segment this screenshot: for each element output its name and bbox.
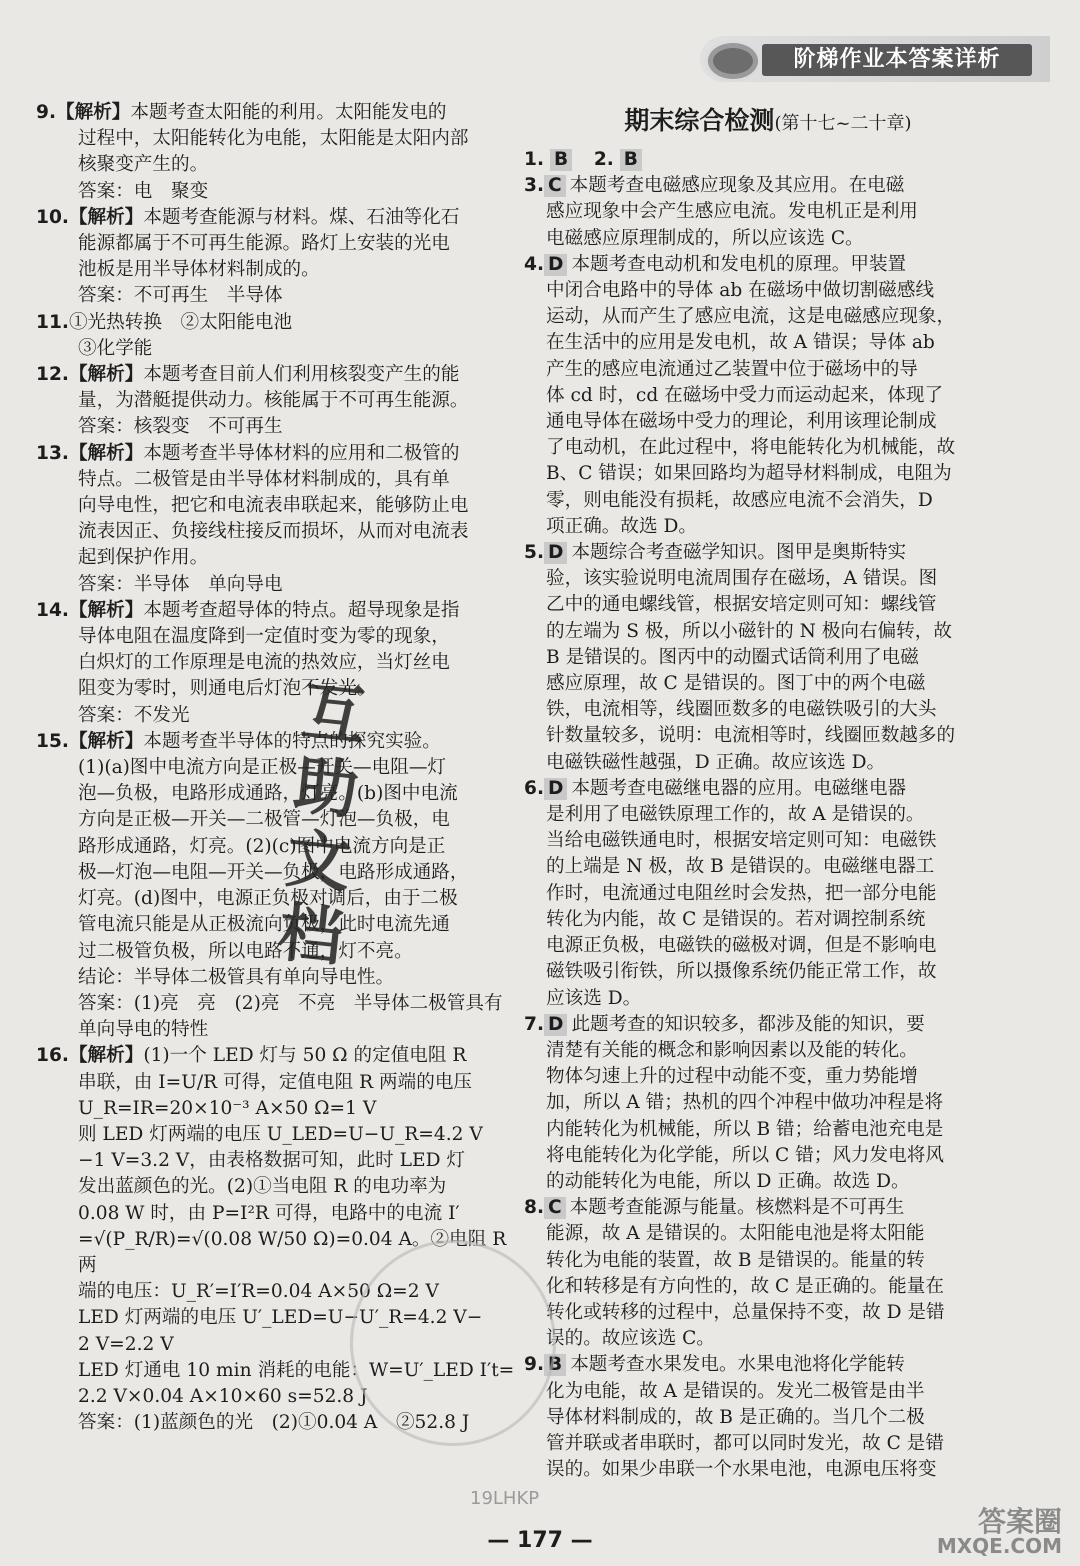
answer-choice: C [544,175,566,197]
solution-line [524,776,1012,802]
solution-line [524,907,1012,933]
solution-line [524,566,1012,592]
solution-text: 清楚有关能的概念和影响因素以及能的转化。 [546,1039,918,1061]
solution-text: 阻变为零时，则通电后灯泡不发光。 [78,678,376,700]
question-number: 9. [524,1354,545,1376]
solution-item [36,598,520,729]
solution-line [36,126,520,152]
answer-line: 答案：不发光 [78,704,190,726]
solution-line [524,1326,1012,1352]
solution-text: 了电动机，在此过程中，将电能转化为机械能，故 [546,437,956,459]
solution-text: 核聚变产生的。 [78,154,209,176]
answer-line: 答案：核裂变 不可再生 [78,416,283,438]
solution-line [36,624,520,650]
solution-item [524,1352,1012,1483]
solution-text: 的左端为 S 极，所以小磁针的 N 极向右偏转，故 [546,620,952,642]
solution-item [524,776,1012,1012]
solution-line [524,619,1012,645]
solution-line [524,1300,1012,1326]
answer-line: 答案：(1)蓝颜色的光 (2)①0.04 A ②52.8 J [78,1412,470,1434]
solution-line [524,1038,1012,1064]
solution-line [36,362,520,388]
page-number: — 177 — [487,1528,593,1553]
right-items [524,173,1012,1483]
solution-line [36,598,520,624]
solution-item [524,173,1012,252]
solution-line [524,304,1012,330]
answer-line: 答案：(1)亮 亮 (2)亮 不亮 半导体二极管具有单向导电的特性 [78,992,503,1041]
analysis-tag: 【解析】 [68,442,144,464]
solution-text: 本题考查电磁感应现象及其应用。在电磁 [569,175,905,197]
solution-text: 极—灯泡—电阻—开关—负极，电路形成通路， [78,861,469,883]
solution-line [524,854,1012,880]
solution-text: 转化或转移的过程中，总量保持不变，故 D 是错 [546,1301,945,1323]
solution-line [36,755,520,781]
solution-line [524,645,1012,671]
solution-line [524,1405,1012,1431]
solution-item [36,205,520,310]
solution-line [36,807,520,833]
left-column [36,100,520,1436]
analysis-tag: 【解析】 [56,102,131,123]
solution-text: 导体电阻在温度降到一定值时变为零的现象， [78,626,450,648]
solution-text: 本题考查太阳能的利用。太阳能发电的 [130,102,447,123]
solution-text: 路形成通路，灯亮。(2)(c)图中电流方向是正 [78,835,446,857]
answer-choice: B [620,149,642,171]
solution-line [36,545,520,571]
handwriting-overlay: 互 助 文 档 [274,674,370,977]
solution-text: 特点。二极管是由半导体材料制成的，具有单 [78,468,450,490]
solution-text: 零，则电能没有损耗，故感应电流不会消失，D [546,489,933,511]
solution-text: 量，为潜艇提供动力。核能属于不可再生能源。 [78,390,469,412]
solution-item [524,1012,1012,1195]
solution-item [36,362,520,441]
solution-line [524,357,1012,383]
solution-text: 泡—负极，电路形成通路，灯亮。(b)图中电流 [78,783,458,805]
solution-line [36,441,520,467]
solution-text: 的动能转化为电能，所以 D 正确。故选 D。 [546,1170,910,1192]
solution-item [36,310,520,362]
question-number: 12. [36,364,69,386]
solution-text: 通电导体在磁场中受力的理论，利用该理论制成 [546,411,937,433]
solution-line [524,1090,1012,1116]
solution-text: 管电流只能是从正极流向负极，此时电流先通 [78,914,450,936]
solution-text: LED 灯两端的电压 U′_LED=U−U′_R=4.2 V− [78,1307,483,1329]
solution-line [36,205,520,231]
analysis-tag: 【解析】 [68,206,144,228]
solution-line [524,671,1012,697]
solution-text: ③化学能 [78,337,153,359]
solution-line [524,252,1012,278]
answer-line: 答案：不可再生 半导体 [78,285,283,307]
corner-watermark-url: MXQE.COM [936,1534,1062,1558]
solution-text: U_R=IR=20×10⁻³ A×50 Ω=1 V [78,1097,377,1119]
solution-text: 2.2 V×0.04 A×10×60 s=52.8 J [78,1385,368,1407]
solution-text: 白炽灯的工作原理是电流的热效应，当灯丝电 [78,652,450,674]
solution-line [36,834,520,860]
solution-text: 管并联或者串联时，都可以同时发光，故 C 是错 [546,1432,944,1454]
solution-text: 方向是正极—开关—二极管—灯泡—负极，电 [78,809,450,831]
solution-line [524,278,1012,304]
solution-text: 的上端是 N 极，故 B 是错误的。电磁继电器工 [546,856,935,878]
solution-item [524,1195,1012,1352]
solution-line [524,226,1012,252]
solution-line [524,1169,1012,1195]
solution-text: LED 灯通电 10 min 消耗的电能：W=U′_LED I′t= [78,1359,515,1381]
solution-text: 在生活中的应用是发电机，故 A 错误；导体 ab [546,332,935,354]
solution-item [36,729,520,1043]
solution-line [524,1379,1012,1405]
solution-text: 过程中，太阳能转化为电能，太阳能是太阳内部 [78,128,469,150]
solution-line [36,1148,520,1174]
solution-text: 本题考查半导体的特点的探究实验。 [143,730,441,752]
solution-text: 磁铁吸引衔铁，所以摄像系统仍能正常工作，故 [546,961,937,983]
solution-text: 本题综合考查磁学知识。图甲是奥斯特实 [571,542,907,564]
solution-line [36,310,520,336]
solution-line [36,1201,520,1227]
solution-text: 本题考查水果发电。水果电池将化学能转 [570,1354,905,1376]
solution-text: 应该选 D。 [546,987,642,1009]
answer-choice: B [550,149,572,171]
solution-text: =√(P_R/R)=√(0.08 W/50 Ω)=0.04 A。②电阻 R 两 [78,1228,507,1276]
right-column [524,100,1012,1483]
solution-line [524,933,1012,959]
solution-line [524,1195,1012,1221]
solution-line [36,886,520,912]
solution-text: 本题考查电动机和发电机的原理。甲装置 [571,253,907,275]
solution-text: 本题考查能源与能量。核燃料是不可再生 [569,1197,905,1219]
solution-text: 本题考查超导体的特点。超导现象是指 [143,599,460,621]
solution-text: 起到保护作用。 [78,547,209,569]
answer-line: 答案：电 聚变 [78,180,209,202]
solution-text: 内能转化为机械能，所以 B 错；给蓄电池充电是 [546,1118,944,1140]
solution-text: 串联，由 I=U/R 可得，定值电阻 R 两端的电压 [78,1071,473,1093]
solution-text: 本题考查电磁继电器的应用。电磁继电器 [571,777,907,799]
solution-text: 乙中的通电螺线管，根据安培定则可知：螺线管 [546,594,937,616]
solution-line [36,467,520,493]
corner-watermark [930,1500,1070,1560]
solution-text: 发出蓝颜色的光。(2)①当电阻 R 的电功率为 [78,1176,447,1198]
solution-text: 本题考查半导体材料的应用和二极管的 [143,442,460,464]
solution-text: 铁，电流相等，线圈匝数多的电磁铁吸引的大头 [546,699,937,721]
solution-text: 体 cd 时，cd 在磁场中受力而运动起来，体现了 [546,384,944,406]
solution-text: 运动，从而产生了感应电流，这是电磁感应现象， [546,306,956,328]
solution-text: 本题考查能源与材料。煤、石油等化石 [143,206,460,228]
question-number: 6. [524,777,545,799]
solution-line [524,383,1012,409]
corner-watermark-title: 答案圈 [977,1505,1062,1538]
solution-text: 感应原理，故 C 是错误的。图丁中的两个电磁 [546,673,926,695]
watermark-stamp [350,1240,556,1446]
solution-line [524,330,1012,356]
solution-text: 2 V=2.2 V [78,1333,174,1355]
solution-text: B、C 错误；如果回路均为超导材料制成，电阻为 [546,463,952,485]
solution-line [36,1043,520,1069]
solution-text: 结论：半导体二极管具有单向导电性。 [78,966,395,988]
solution-line [524,723,1012,749]
question-number: 16. [36,1045,69,1067]
solution-text: 本题考查目前人们利用核裂变产生的能 [143,364,460,386]
analysis-tag: 【解析】 [68,730,144,752]
answer-row-1-2 [524,147,1012,173]
question-number: 4. [524,253,545,275]
solution-text: 电源正负极，电磁铁的磁极对调，但是不影响电 [546,935,937,957]
solution-line [524,1064,1012,1090]
solution-line [524,1221,1012,1247]
solution-line [36,1096,520,1122]
solution-item [36,100,520,205]
solution-text: −1 V=3.2 V，由表格数据可知，此时 LED 灯 [78,1150,466,1172]
solution-text: 流表因正、负接线柱接反而损坏，从而对电流表 [78,521,469,543]
solution-line [524,199,1012,225]
solution-line [524,1143,1012,1169]
answer-choice: D [544,542,567,564]
solution-text: 误的。故应该选 C。 [546,1328,715,1350]
solution-text: 项正确。故选 D。 [546,515,697,537]
solution-text: 则 LED 灯两端的电压 U_LED=U−U_R=4.2 V [78,1123,483,1145]
solution-text: 此题考查的知识较多，都涉及能的知识，要 [571,1013,925,1035]
solution-line [524,1431,1012,1457]
analysis-tag: 【解析】 [68,599,144,621]
solution-text: 中闭合电路中的导体 ab 在磁场中做切割磁感线 [546,280,935,302]
question-number: 2. [593,149,614,170]
solution-text: 灯亮。(d)图中，电源正负极对调后，由于二极 [78,888,458,910]
solution-text: 电磁铁磁性越强，D 正确。故应该选 D。 [546,751,886,773]
question-number: 15. [36,730,69,752]
solution-item [524,540,1012,776]
solution-line [524,1117,1012,1143]
solution-line [36,493,520,519]
solution-text: 化和转移是有方向性的，故 C 是正确的。能量在 [546,1275,944,1297]
section-title-sub: (第十七~二十章) [774,113,912,134]
answer-choice: D [544,778,567,800]
solution-text: 能源，故 A 是错误的。太阳能电池是将太阳能 [546,1223,925,1245]
solution-line [36,781,520,807]
solution-line [524,540,1012,566]
book-logo-icon [705,40,761,82]
solution-line [36,231,520,257]
solution-line [524,881,1012,907]
answer-choice: D [544,1014,567,1036]
solution-line [36,676,520,702]
solution-text: 是利用了电磁铁原理工作的，故 A 是错误的。 [546,804,925,826]
solution-line [36,1070,520,1096]
solution-line [36,100,520,126]
solution-line [524,435,1012,461]
solution-text: (1)(a)图中电流方向是正极—开关—电阻—灯 [78,757,447,779]
solution-text: 针数量较多，说明：电流相等时，线圈匝数越多的 [546,725,956,747]
solution-line [36,519,520,545]
question-number: 5. [524,542,545,564]
question-number: 7. [524,1013,545,1035]
solution-text: ①光热转换 ②太阳能电池 [68,311,293,333]
section-title [524,104,1012,141]
solution-line [524,986,1012,1012]
solution-line [524,1248,1012,1274]
solution-line [524,1274,1012,1300]
answer-choice: B [544,1354,566,1376]
solution-text: 产生的感应电流通过乙装置中位于磁场中的导 [546,358,918,380]
question-number: 1. [524,149,545,170]
question-number: 8. [524,1197,545,1219]
solution-line [524,514,1012,540]
solution-line [524,959,1012,985]
solution-text: 池板是用半导体材料制成的。 [78,259,320,281]
solution-text: 加，所以 A 错；热机的四个冲程中做功冲程是将 [546,1092,944,1114]
answer-choice: C [544,1197,566,1219]
solution-text: 物体匀速上升的过程中动能不变，重力势能增 [546,1066,918,1088]
section-title-main: 期末综合检测 [624,106,775,135]
solution-line [524,802,1012,828]
solution-text: 过二极管负极，所以电路不通，灯不亮。 [78,940,413,962]
solution-text: 导体材料制成的，故 B 是正确的。当几个二极 [546,1406,925,1428]
solution-text: B 是错误的。图丙中的动圈式话筒利用了电磁 [546,646,919,668]
solution-text: 能源都属于不可再生能源。路灯上安装的光电 [78,233,450,255]
solution-text: 验，该实验说明电流周围存在磁场，A 错误。图 [546,568,938,590]
solution-line [524,592,1012,618]
solution-line [524,461,1012,487]
solution-text: 向导电性，把它和电流表串联起来，能够防止电 [78,495,469,517]
solution-text: 转化为内能，故 C 是错误的。若对调控制系统 [546,908,926,930]
header-title: 阶梯作业本答案详析 [762,44,1032,76]
solution-line [36,152,520,178]
solution-line [36,860,520,886]
solution-text: 作时，电流通过电阻丝时会发热，把一部分电能 [546,882,937,904]
solution-text: (1)一个 LED 灯与 50 Ω 的定值电阻 R [143,1045,467,1067]
solution-line [524,697,1012,723]
solution-line [36,1174,520,1200]
question-number: 3. [524,175,545,197]
solution-text: 化为电能，故 A 是错误的。发光二极管是由半 [546,1380,925,1402]
solution-line [36,388,520,414]
solution-text: 感应现象中会产生感应电流。发电机正是利用 [546,201,918,223]
answer-choice: D [544,254,567,276]
solution-line [524,409,1012,435]
question-number: 9. [36,102,57,123]
answer-line: 答案：半导体 单向导电 [78,573,283,595]
solution-line [524,488,1012,514]
solution-item [524,252,1012,540]
question-number: 11. [36,311,69,333]
analysis-tag: 【解析】 [68,1045,144,1067]
solution-item [36,441,520,598]
solution-line [36,1122,520,1148]
question-number: 10. [36,206,69,228]
solution-line [524,750,1012,776]
question-number: 13. [36,442,69,464]
solution-text: 将电能转化为化学能，所以 C 错；风力发电将风 [546,1144,944,1166]
solution-line [36,650,520,676]
solution-line [524,173,1012,199]
solution-text: 当给电磁铁通电时，根据安培定则可知：电磁铁 [546,830,937,852]
solution-line [524,1012,1012,1038]
solution-text: 电磁感应原理制成的，所以应该选 C。 [546,227,864,249]
watermark-text: 19LHKP [470,1488,540,1509]
solution-line [36,729,520,755]
solution-text: 误的。如果少串联一个水果电池，电源电压将变 [546,1459,937,1481]
solution-line [36,257,520,283]
question-number: 14. [36,599,69,621]
solution-line [36,336,520,362]
solution-text: 转化为电能的装置，故 B 是错误的。能量的转 [546,1249,925,1271]
analysis-tag: 【解析】 [68,364,144,386]
solution-line [524,1352,1012,1378]
solution-text: 0.08 W 时，由 P=I²R 可得，电路中的电流 I′ [78,1202,460,1224]
solution-text: 端的电压：U_R′=I′R=0.04 A×50 Ω=2 V [78,1281,439,1303]
solution-line [524,1457,1012,1483]
solution-line [524,828,1012,854]
